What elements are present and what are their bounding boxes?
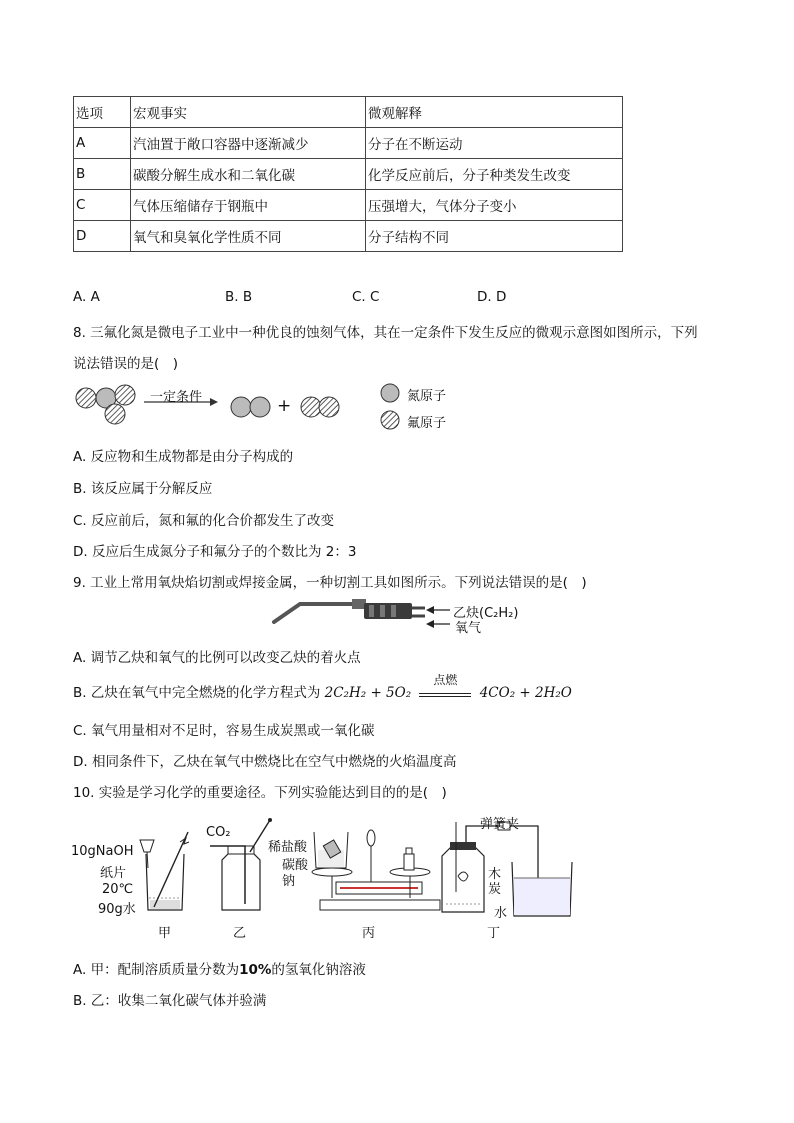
legend-nitrogen-atom <box>381 384 399 402</box>
plus-sign: + <box>277 396 292 416</box>
table-cell: 气体压缩储存于钢瓶中 <box>131 190 366 221</box>
ding-label-water: 水 <box>494 906 508 921</box>
q8-stem-line2: 说法错误的是( ) <box>73 356 179 372</box>
ding-label-wood: 木 <box>488 867 502 882</box>
yi-label-co2: CO₂ <box>206 825 231 840</box>
pointer-arrows <box>426 602 452 632</box>
legend-fluorine-atom <box>381 411 399 429</box>
yi-caption: 乙 <box>233 926 247 941</box>
table-cell: 分子结构不同 <box>366 221 623 252</box>
table-cell: 化学反应前后，分子种类发生改变 <box>366 159 623 190</box>
q9-option-a[interactable]: A. 调节乙炔和氧气的比例可以改变乙炔的着火点 <box>73 650 361 666</box>
oxygen-label: 氧气 <box>455 621 482 636</box>
q8-option-c[interactable]: C. 反应前后，氮和氟的化合价都发生了改变 <box>73 513 335 529</box>
table-row <box>74 128 623 159</box>
table-header-cell: 微观解释 <box>366 97 623 128</box>
table-row <box>74 190 623 221</box>
q7-option-a[interactable]: A. A <box>73 289 100 305</box>
equation-arrow <box>419 673 471 697</box>
q7-option-c[interactable]: C. C <box>352 289 380 305</box>
equation-rhs: 4CO₂ + 2H₂O <box>479 685 572 701</box>
q9-option-b-text: B. 乙炔在氧气中完全燃烧的化学方程式为 <box>73 685 321 701</box>
bing-caption: 丙 <box>362 926 376 941</box>
q9-option-d[interactable]: D. 相同条件下，乙炔在氧气中燃烧比在空气中燃烧的火焰温度高 <box>73 754 457 770</box>
q8-option-a[interactable]: A. 反应物和生成物都是由分子构成的 <box>73 449 294 465</box>
equation-lhs: 2C₂H₂ + 5O₂ <box>324 685 412 701</box>
q10-option-a-pre: A. 甲：配制溶质质量分数为 <box>73 962 240 978</box>
q10-stem: 10. 实验是学习化学的重要途径。下列实验能达到目的的是( ) <box>73 785 447 801</box>
equation-condition: 点燃 <box>433 673 458 687</box>
bing-label-acid: 稀盐酸 <box>268 840 308 855</box>
q10-option-a-percent: 10% <box>239 962 272 978</box>
table-header-cell: 宏观事实 <box>131 97 366 128</box>
jia-label-temp: 20℃ <box>102 882 134 897</box>
jia-caption: 甲 <box>158 926 172 941</box>
q10-option-b[interactable]: B. 乙：收集二氧化碳气体并验满 <box>73 993 267 1009</box>
table-cell: C <box>74 190 131 221</box>
table-cell: 氧气和臭氧化学性质不同 <box>131 221 366 252</box>
reaction-condition-label: 一定条件 <box>150 390 203 405</box>
table-cell: A <box>74 128 131 159</box>
ding-caption: 丁 <box>487 926 501 941</box>
ding-label-clamp: 弹簧夹 <box>480 817 520 832</box>
table-cell: 碳酸分解生成水和二氧化碳 <box>131 159 366 190</box>
q10-option-a[interactable] <box>73 958 366 978</box>
q9-option-b[interactable] <box>73 673 572 701</box>
acetylene-label: 乙炔(C₂H₂) <box>453 606 519 621</box>
apparatus-jia <box>140 832 189 910</box>
product-nitrogen-molecule <box>231 397 270 417</box>
q7-option-d[interactable]: D. D <box>477 289 507 305</box>
jia-label-water: 90g水 <box>98 902 136 917</box>
q8-option-b[interactable]: B. 该反应属于分解反应 <box>73 481 213 497</box>
product-fluorine-molecule <box>301 397 339 417</box>
q8-option-d[interactable]: D. 反应后生成氮分子和氟分子的个数比为 2：3 <box>73 544 357 560</box>
apparatus-bing <box>312 830 440 910</box>
table-header-cell: 选项 <box>74 97 131 128</box>
bing-label-carbonate: 碳酸 <box>282 858 309 873</box>
table-header-row <box>74 97 623 128</box>
table-cell: D <box>74 221 131 252</box>
q7-option-b[interactable]: B. B <box>225 289 253 305</box>
table-cell: 分子在不断运动 <box>366 128 623 159</box>
table-cell: 汽油置于敞口容器中逐渐减少 <box>131 128 366 159</box>
q8-stem-line1: 8. 三氟化氮是微电子工业中一种优良的蚀刻气体，其在一定条件下发生反应的微观示意图如图所示，下列 <box>73 325 698 341</box>
table-row <box>74 221 623 252</box>
jia-label-naoh: 10gNaOH <box>71 844 134 859</box>
cutting-torch-diagram <box>270 594 430 634</box>
legend-fluorine-label: 氟原子 <box>407 416 447 431</box>
q10-option-a-post: 的氢氧化钠溶液 <box>271 962 366 978</box>
legend-nitrogen-label: 氮原子 <box>407 389 447 404</box>
bing-label-sodium: 钠 <box>282 874 296 889</box>
table-cell: B <box>74 159 131 190</box>
q9-stem: 9. 工业上常用氧炔焰切割或焊接金属，一种切割工具如图所示。下列说法错误的是( ) <box>73 575 587 591</box>
options-table <box>73 96 623 252</box>
jia-label-paper: 纸片 <box>100 866 127 881</box>
table-cell: 压强增大，气体分子变小 <box>366 190 623 221</box>
ding-label-charcoal: 炭 <box>488 882 502 897</box>
table-row <box>74 159 623 190</box>
q9-option-c[interactable]: C. 氧气用量相对不足时，容易生成炭黑或一氧化碳 <box>73 723 375 739</box>
reactant-molecule <box>76 385 135 424</box>
